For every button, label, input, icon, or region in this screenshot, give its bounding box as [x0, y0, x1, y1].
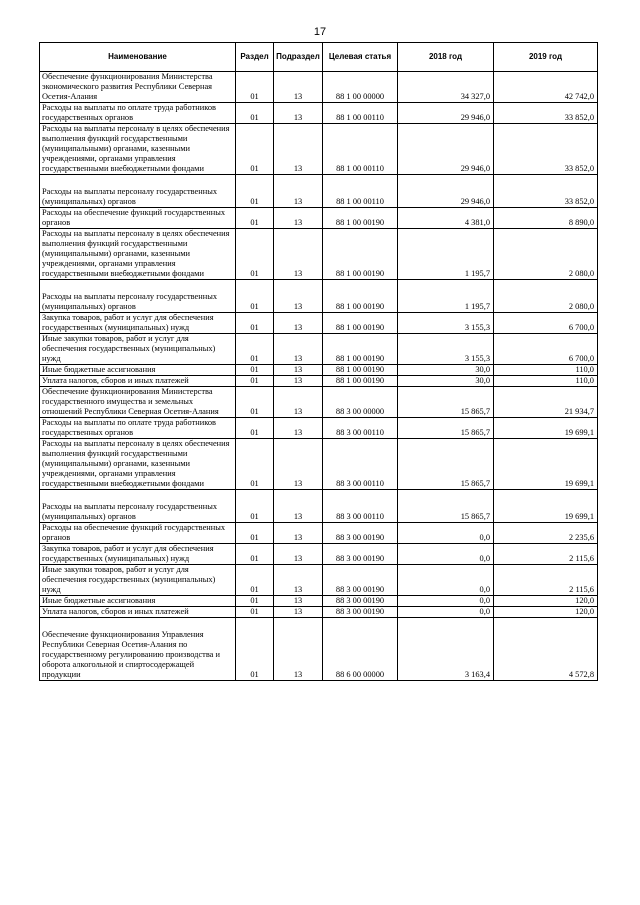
row-section: 01 [236, 439, 274, 490]
row-subsection: 13 [274, 313, 323, 334]
table-row [40, 376, 598, 387]
row-name: Расходы на выплаты персоналу в целях обеспечения выполнения функций государственными (муниципальными) органами, казенными учреждениями, органами управления государственными внебюджетными фондами [40, 229, 236, 280]
table-row [40, 418, 598, 439]
row-target-article: 88 3 00 00000 [323, 387, 398, 418]
row-target-article: 88 1 00 00190 [323, 334, 398, 365]
row-2018: 15 865,7 [398, 490, 494, 523]
row-2019: 2 235,6 [494, 523, 598, 544]
table-row [40, 229, 598, 280]
table-row [40, 175, 598, 208]
header-target-article: Целевая статья [323, 43, 398, 72]
row-target-article: 88 1 00 00000 [323, 72, 398, 103]
table-row [40, 523, 598, 544]
row-subsection: 13 [274, 175, 323, 208]
row-name: Иные бюджетные ассигнования [40, 596, 236, 607]
row-2018: 0,0 [398, 523, 494, 544]
row-target-article: 88 3 00 00110 [323, 490, 398, 523]
table-row [40, 607, 598, 618]
row-section: 01 [236, 280, 274, 313]
row-2018: 3 155,3 [398, 313, 494, 334]
row-target-article: 88 3 00 00110 [323, 418, 398, 439]
row-2019: 2 115,6 [494, 544, 598, 565]
row-target-article: 88 1 00 00190 [323, 313, 398, 334]
row-2018: 29 946,0 [398, 103, 494, 124]
row-section: 01 [236, 387, 274, 418]
row-name: Иные бюджетные ассигнования [40, 365, 236, 376]
row-2019: 4 572,8 [494, 618, 598, 681]
table-row [40, 208, 598, 229]
row-section: 01 [236, 365, 274, 376]
row-2018: 1 195,7 [398, 280, 494, 313]
row-section: 01 [236, 607, 274, 618]
row-subsection: 13 [274, 523, 323, 544]
row-section: 01 [236, 376, 274, 387]
row-name: Обеспечение функционирования Управления Республики Северная Осетия-Алания по государственному регулированию производства и оборота алкогольной и спиртосодержащей продукции [40, 618, 236, 681]
row-2019: 2 080,0 [494, 280, 598, 313]
table-row [40, 544, 598, 565]
row-2019: 19 699,1 [494, 439, 598, 490]
row-subsection: 13 [274, 387, 323, 418]
row-2019: 120,0 [494, 596, 598, 607]
row-name: Расходы на обеспечение функций государственных органов [40, 208, 236, 229]
row-2019: 33 852,0 [494, 103, 598, 124]
row-name: Уплата налогов, сборов и иных платежей [40, 376, 236, 387]
row-target-article: 88 1 00 00190 [323, 208, 398, 229]
row-target-article: 88 3 00 00190 [323, 565, 398, 596]
row-2018: 15 865,7 [398, 418, 494, 439]
row-2018: 0,0 [398, 607, 494, 618]
table-row [40, 618, 598, 681]
row-subsection: 13 [274, 72, 323, 103]
row-name: Иные закупки товаров, работ и услуг для обеспечения государственных (муниципальных) нужд [40, 334, 236, 365]
row-section: 01 [236, 490, 274, 523]
row-target-article: 88 1 00 00190 [323, 376, 398, 387]
row-subsection: 13 [274, 618, 323, 681]
table-row [40, 124, 598, 175]
row-2019: 120,0 [494, 607, 598, 618]
row-section: 01 [236, 313, 274, 334]
row-subsection: 13 [274, 103, 323, 124]
row-2019: 2 115,6 [494, 565, 598, 596]
row-section: 01 [236, 565, 274, 596]
row-2018: 3 155,3 [398, 334, 494, 365]
budget-table [39, 42, 598, 681]
row-subsection: 13 [274, 280, 323, 313]
row-section: 01 [236, 523, 274, 544]
row-subsection: 13 [274, 334, 323, 365]
row-name: Расходы на выплаты по оплате труда работников государственных органов [40, 418, 236, 439]
row-name: Расходы на выплаты персоналу государственных (муниципальных) органов [40, 175, 236, 208]
row-subsection: 13 [274, 208, 323, 229]
row-2018: 15 865,7 [398, 387, 494, 418]
header-2018: 2018 год [398, 43, 494, 72]
row-section: 01 [236, 334, 274, 365]
row-section: 01 [236, 544, 274, 565]
table-row [40, 334, 598, 365]
row-2019: 21 934,7 [494, 387, 598, 418]
row-section: 01 [236, 103, 274, 124]
table-row [40, 490, 598, 523]
row-target-article: 88 6 00 00000 [323, 618, 398, 681]
row-subsection: 13 [274, 229, 323, 280]
row-target-article: 88 3 00 00110 [323, 439, 398, 490]
row-subsection: 13 [274, 607, 323, 618]
row-name: Обеспечение функционирования Министерства экономического развития Республики Северная Осетия-Алания [40, 72, 236, 103]
row-2019: 42 742,0 [494, 72, 598, 103]
row-subsection: 13 [274, 365, 323, 376]
row-subsection: 13 [274, 565, 323, 596]
row-section: 01 [236, 618, 274, 681]
row-section: 01 [236, 596, 274, 607]
row-2019: 19 699,1 [494, 418, 598, 439]
row-subsection: 13 [274, 124, 323, 175]
row-subsection: 13 [274, 596, 323, 607]
table-row [40, 365, 598, 376]
row-section: 01 [236, 72, 274, 103]
row-2018: 0,0 [398, 544, 494, 565]
row-target-article: 88 3 00 00190 [323, 544, 398, 565]
header-name: Наименование [40, 43, 236, 72]
row-2019: 33 852,0 [494, 175, 598, 208]
row-target-article: 88 3 00 00190 [323, 607, 398, 618]
row-2018: 4 381,0 [398, 208, 494, 229]
row-2019: 33 852,0 [494, 124, 598, 175]
row-section: 01 [236, 175, 274, 208]
row-name: Расходы на выплаты персоналу государственных (муниципальных) органов [40, 280, 236, 313]
row-2018: 34 327,0 [398, 72, 494, 103]
row-name: Расходы на выплаты персоналу в целях обеспечения выполнения функций государственными (муниципальными) органами, казенными учреждениями, органами управления государственными внебюджетными фондами [40, 124, 236, 175]
table-row [40, 313, 598, 334]
row-2019: 6 700,0 [494, 334, 598, 365]
table-row [40, 72, 598, 103]
row-2018: 29 946,0 [398, 124, 494, 175]
row-name: Расходы на выплаты по оплате труда работников государственных органов [40, 103, 236, 124]
row-name: Расходы на выплаты персоналу государственных (муниципальных) органов [40, 490, 236, 523]
row-2018: 29 946,0 [398, 175, 494, 208]
row-name: Закупка товаров, работ и услуг для обеспечения государственных (муниципальных) нужд [40, 544, 236, 565]
row-section: 01 [236, 208, 274, 229]
row-subsection: 13 [274, 418, 323, 439]
row-target-article: 88 3 00 00190 [323, 523, 398, 544]
row-section: 01 [236, 418, 274, 439]
row-2019: 2 080,0 [494, 229, 598, 280]
page-number: 17 [313, 26, 327, 38]
table-row [40, 596, 598, 607]
row-subsection: 13 [274, 376, 323, 387]
table-row [40, 103, 598, 124]
row-name: Закупка товаров, работ и услуг для обеспечения государственных (муниципальных) нужд [40, 313, 236, 334]
row-2018: 0,0 [398, 565, 494, 596]
row-2019: 6 700,0 [494, 313, 598, 334]
row-2018: 1 195,7 [398, 229, 494, 280]
row-target-article: 88 1 00 00190 [323, 280, 398, 313]
row-name: Расходы на обеспечение функций государственных органов [40, 523, 236, 544]
row-section: 01 [236, 229, 274, 280]
table-row [40, 565, 598, 596]
table-row [40, 280, 598, 313]
row-target-article: 88 1 00 00190 [323, 229, 398, 280]
header-subsection: Подраздел [274, 43, 323, 72]
row-2019: 19 699,1 [494, 490, 598, 523]
row-2018: 30,0 [398, 365, 494, 376]
row-name: Иные закупки товаров, работ и услуг для обеспечения государственных (муниципальных) нужд [40, 565, 236, 596]
table-header-row [40, 43, 598, 72]
row-2019: 110,0 [494, 376, 598, 387]
row-2018: 30,0 [398, 376, 494, 387]
row-target-article: 88 1 00 00110 [323, 175, 398, 208]
table-body [40, 72, 598, 681]
row-target-article: 88 3 00 00190 [323, 596, 398, 607]
table-row [40, 387, 598, 418]
row-name: Уплата налогов, сборов и иных платежей [40, 607, 236, 618]
row-target-article: 88 1 00 00110 [323, 124, 398, 175]
row-name: Обеспечение функционирования Министерства государственного имущества и земельных отношений Республики Северная Осетия-Алания [40, 387, 236, 418]
row-section: 01 [236, 124, 274, 175]
table-row [40, 439, 598, 490]
row-2019: 8 890,0 [494, 208, 598, 229]
row-target-article: 88 1 00 00190 [323, 365, 398, 376]
header-2019: 2019 год [494, 43, 598, 72]
row-name: Расходы на выплаты персоналу в целях обеспечения выполнения функций государственными (муниципальными) органами, казенными учреждениями, органами управления государственными внебюджетными фондами [40, 439, 236, 490]
row-2018: 3 163,4 [398, 618, 494, 681]
row-subsection: 13 [274, 439, 323, 490]
row-subsection: 13 [274, 490, 323, 523]
header-section: Раздел [236, 43, 274, 72]
row-subsection: 13 [274, 544, 323, 565]
row-target-article: 88 1 00 00110 [323, 103, 398, 124]
row-2018: 15 865,7 [398, 439, 494, 490]
row-2018: 0,0 [398, 596, 494, 607]
row-2019: 110,0 [494, 365, 598, 376]
